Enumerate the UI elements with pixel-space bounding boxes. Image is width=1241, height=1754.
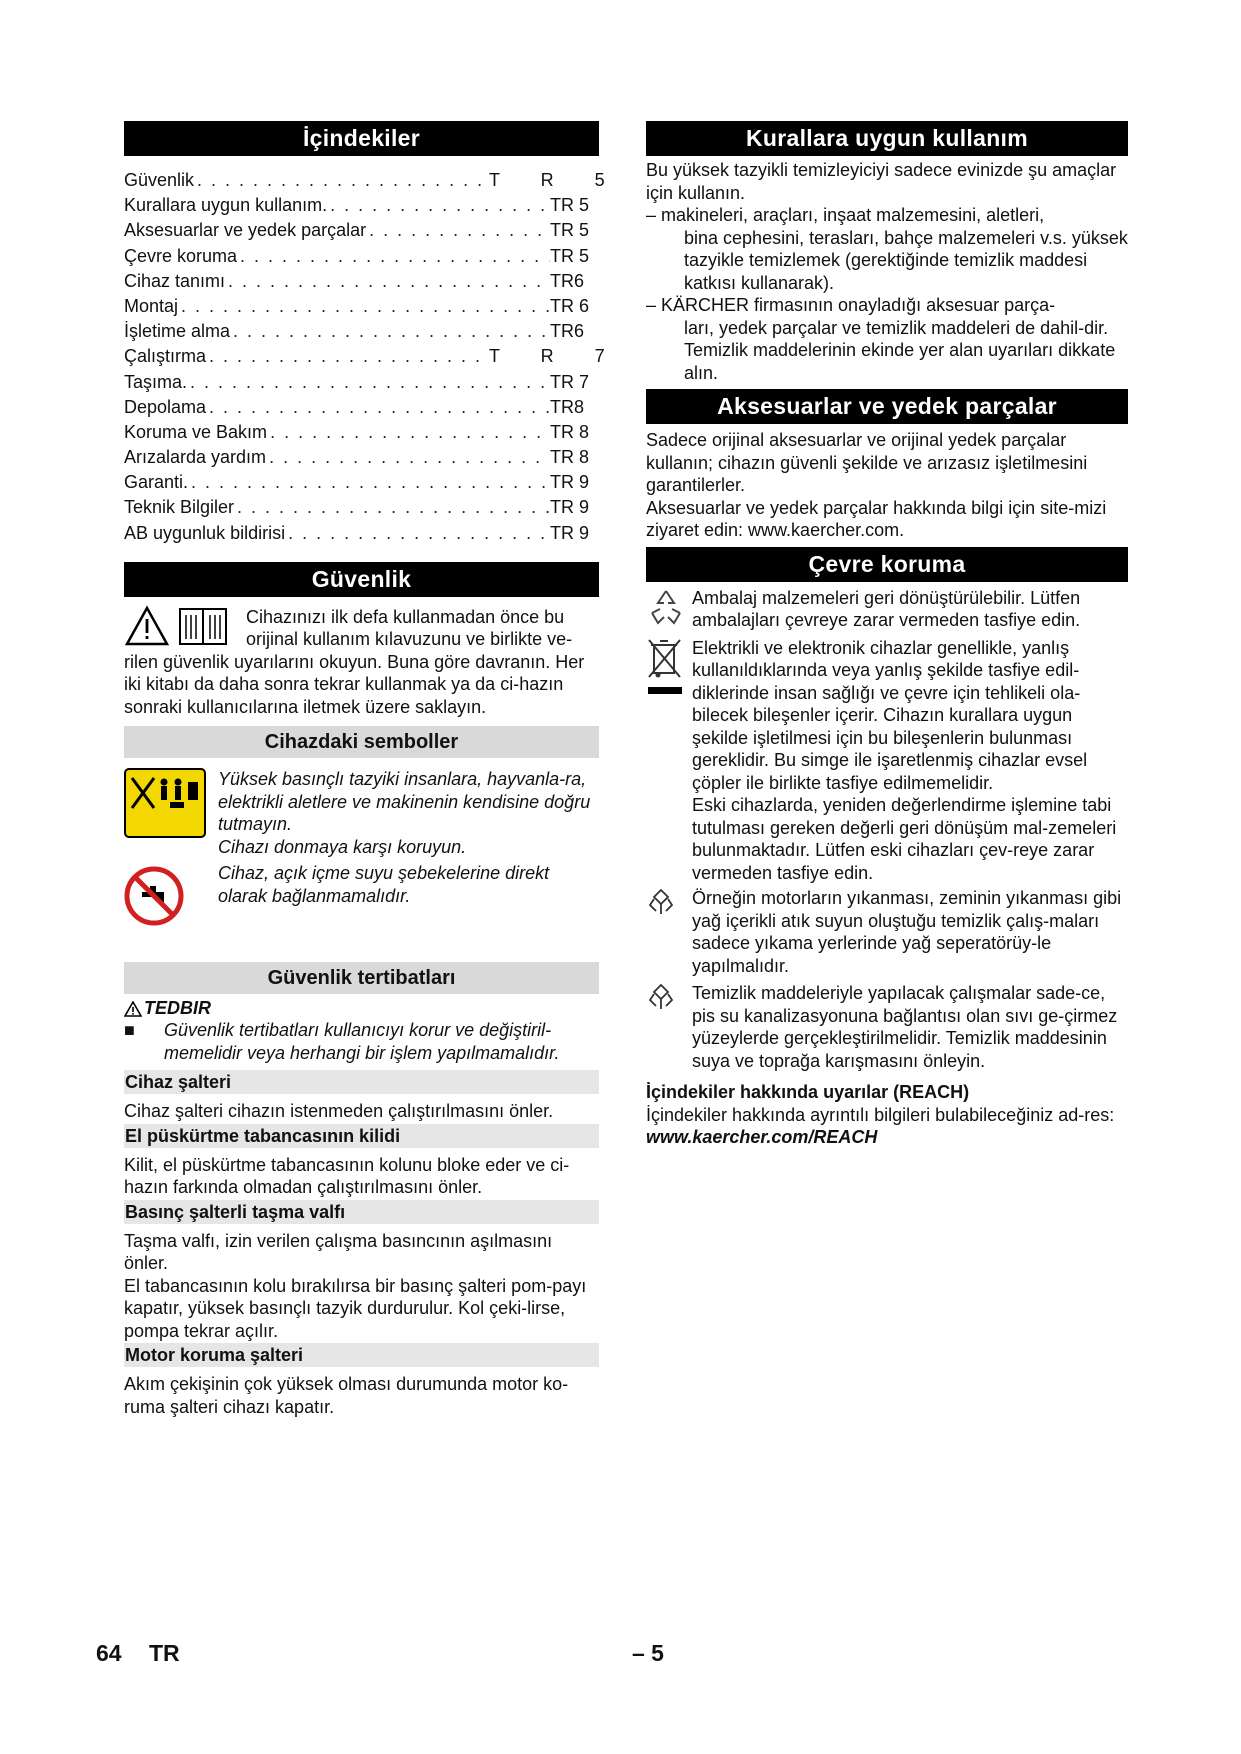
bullet-square-icon: ■	[124, 1020, 135, 1041]
toc-leader-dots	[178, 294, 550, 319]
device-switch-heading: Cihaz şalteri	[124, 1070, 599, 1094]
toc-entry[interactable]	[124, 294, 599, 319]
toc-heading: İçindekiler	[124, 121, 599, 156]
toc-leader-dots	[267, 420, 550, 445]
toc-leader-dots	[206, 344, 489, 369]
crossed-out-bin-icon	[646, 637, 692, 704]
toc-leader-dots	[234, 495, 550, 520]
proper-use-item-1-first: – makineleri, araçları, inşaat malzemesini, aletleri,	[646, 205, 1045, 225]
toc-leader-dots	[285, 521, 550, 546]
trigger-lock-text: Kilit, el püskürtme tabancasının kolunu bloke eder ve ci-hazın farkında olmadan çalıştırılmasını önler.	[124, 1154, 570, 1198]
recycle-text: Ambalaj malzemeleri geri dönüştürülebilir. Lütfen ambalajları çevreye zarar vermeden tasfiye edin.	[692, 587, 1081, 630]
toc-entry-label: Depolama	[124, 396, 207, 417]
toc-entry-page: T R 7	[489, 346, 623, 367]
device-switch-text: Cihaz şalteri cihazın istenmeden çalıştırılmasını önler.	[124, 1101, 554, 1122]
reach-link[interactable]: www.kaercher.com/REACH	[646, 1127, 878, 1147]
environment-heading: Çevre koruma	[646, 547, 1128, 582]
toc-entry-label: İşletime alma	[124, 321, 231, 342]
toc-entry[interactable]	[124, 168, 623, 193]
weee-text-2: Eski cihazlarda, yeniden değerlendirme işlemine tabi tutulması gereken değerli geri dönüşüm mal-zemeleri bulunmaktadır. Lütfen eski cihazları çev-reye zarar vermeden tasfiye edin.	[692, 795, 1117, 883]
toc-entry-label: Montaj	[124, 295, 179, 316]
toc-entry-page: TR 5	[550, 220, 590, 241]
caution-bullet	[124, 1019, 599, 1064]
overflow-valve-text-1: Taşma valfı, izin verilen çalışma basıncının aşılmasını önler.	[124, 1230, 553, 1274]
toc-entry[interactable]	[124, 269, 599, 294]
toc-entry-label: Çalıştırma	[124, 346, 207, 367]
symbol-frost-text: Cihazı donmaya karşı koruyun.	[218, 836, 467, 857]
toc-entry-page: TR 5	[550, 195, 590, 216]
toc-entry-page: TR 5	[550, 245, 590, 266]
symbol-drinking-water-text: Cihaz, açık içme suyu şebekelerine direkt olarak bağlanmamalıdır.	[218, 863, 550, 906]
cleaning-agents-text: Temizlik maddeleriyle yapılacak çalışmalar sade-ce, pis su kanalizasyonuna bağlantısı olan sıvı ge-çirmez yüzeylerde gerçekleştirilmelidir. Temizlik maddesinin suya ve toprağa karışmasını önleyin.	[692, 983, 1118, 1071]
trigger-lock-heading: El püskürtme tabancasının kilidi	[124, 1124, 599, 1148]
toc-entry-label: Arızalarda yardım	[124, 447, 267, 468]
proper-use-item-1	[646, 204, 1128, 294]
cleaning-agents-row	[646, 982, 1128, 1072]
accessories-text-1: Sadece orijinal aksesuarlar ve orijinal yedek parçalar kullanın; cihazın güvenli şekilde ve arızasız işletilmesini garantilerler.	[646, 430, 1088, 495]
toc-entry-label: Koruma ve Bakım	[124, 421, 268, 442]
symbol-drinking-water-row	[124, 862, 599, 926]
toc-entry-label: Garanti.	[124, 472, 189, 493]
overflow-valve-text-2: El tabancasının kolu bırakılırsa bir basınç şalteri pom-payı kapatır, yüksek basınçlı tazyik durdurulur. Kol çeki-lirse, pompa tekrar açılır.	[124, 1275, 587, 1341]
toc-entry[interactable]	[124, 521, 599, 546]
safety-heading: Güvenlik	[124, 562, 599, 597]
motor-protection-heading: Motor koruma şalteri	[124, 1343, 599, 1367]
proper-use-intro: Bu yüksek tazyikli temizleyiciyi sadece evinizde şu amaçlar için kullanın.	[646, 160, 1117, 203]
toc-leader-dots	[266, 445, 550, 470]
caution-bullet-text: Güvenlik tertibatları kullanıcıyı korur ve değiştiril-memelidir veya herhangi bir işlem yapılmamalıdır.	[164, 1020, 560, 1063]
toc-leader-dots	[206, 395, 550, 420]
proper-use-item-2-first: – KÄRCHER firmasının onayladığı aksesuar parça-	[646, 295, 1056, 315]
toc-entry[interactable]	[124, 244, 599, 269]
toc-entry-page: TR6	[550, 321, 585, 342]
toc-leader-dots	[188, 470, 550, 495]
safety-intro-first: Cihazınızı ilk defa kullanmadan önce bu orijinal kullanım kılavuzunu ve birlikte ve-	[246, 606, 573, 650]
toc-entry-label: Güvenlik	[124, 170, 195, 190]
toc-leader-dots	[366, 218, 550, 243]
reach-text: İçindekiler hakkında ayrıntılı bilgileri bulabileceğiniz ad-res:	[646, 1104, 1115, 1125]
footer-language: TR	[149, 1640, 180, 1666]
toc-leader-dots	[230, 319, 550, 344]
footer-page-number: 64	[96, 1640, 122, 1666]
accessories-heading: Aksesuarlar ve yedek parçalar	[646, 389, 1128, 424]
oil-wastewater-text: Örneğin motorların yıkanması, zeminin yıkanması gibi yağ içerikli atık suyun oluştuğu temizlik çalış-maları sadece yıkama yerlerinde yağ seperatörüy-le yapılmalıdır.	[692, 888, 1122, 976]
toc-leader-dots	[187, 370, 550, 395]
footer-section-page: – 5	[632, 1640, 664, 1666]
toc-entry-label: Çevre koruma	[124, 245, 238, 266]
toc-entry[interactable]	[124, 370, 599, 395]
caution-label-row	[124, 997, 599, 1019]
toc-entry-page: T R 5	[489, 170, 623, 190]
toc-entry[interactable]	[124, 470, 599, 495]
recycle-icon	[646, 587, 692, 631]
reach-heading: İçindekiler hakkında uyarılar (REACH)	[646, 1082, 970, 1102]
caution-warning-icon	[124, 1000, 142, 1016]
manual-book-icon	[178, 605, 230, 647]
toc-leader-dots	[327, 193, 550, 218]
toc-entry[interactable]	[124, 344, 623, 369]
toc-entry[interactable]	[124, 319, 599, 344]
recycle-row	[646, 587, 1128, 632]
toc-leader-dots	[237, 244, 550, 269]
toc-entry-page: TR6	[550, 270, 585, 291]
proper-use-item-2	[646, 294, 1128, 384]
weee-row	[646, 637, 1128, 885]
symbol-high-pressure-text: Yüksek basınçlı tazyiki insanlara, hayvanla-ra, elektrikli aletlere ve makinenin kendisine doğru tutmayın.	[218, 769, 591, 835]
toc-entry-label: Teknik Bilgiler	[124, 497, 235, 518]
symbol-frost-row	[124, 768, 599, 858]
toc-entry-label: Taşıma.	[124, 371, 188, 392]
right-column	[646, 121, 1128, 1149]
no-drinking-water-connection-icon	[124, 862, 206, 926]
toc-entry-page: TR 9	[550, 472, 590, 493]
toc-leader-dots	[225, 269, 550, 294]
environment-hint-icon	[646, 982, 692, 1017]
safety-intro-rest: rilen güvenlik uyarılarını okuyun. Buna göre davranın. Her iki kitabı da daha sonra tekrar kullanmak ya da ci-hazın sonraki kullanıcılarına iletmek üzere saklayın.	[124, 651, 585, 717]
proper-use-item-2-rest: ları, yedek parçalar ve temizlik maddeleri de dahil-dir. Temizlik maddelerinin ekinde yer alan uyarıları dikkate alın.	[684, 317, 1116, 383]
weee-text-1: Elektrikli ve elektronik cihazlar genellikle, yanlış kullanıldıklarında veya yanlış şekilde tasfiye edil-diklerinde insan sağlığı ve çevre için tehlikeli ola-bilecek bileşenler içerir. Cihazın kurallara uygun şekilde işletilmesi için bu bileşenlerin bulunması gereklidir. Bu simge ile işaretlenmiş cihazlar evsel çöpler ile birlikte tasfiye edilmemelidir.	[692, 637, 1088, 793]
toc-entry[interactable]	[124, 445, 599, 470]
table-of-contents	[124, 168, 623, 546]
toc-entry[interactable]	[124, 420, 599, 445]
safety-intro	[124, 605, 599, 719]
high-pressure-frost-warning-icon	[124, 768, 206, 838]
toc-entry[interactable]	[124, 495, 599, 520]
toc-entry-label: AB uygunluk bildirisi	[124, 522, 286, 543]
safety-devices-heading: Güvenlik tertibatları	[124, 962, 599, 994]
warning-triangle-icon	[124, 605, 172, 647]
toc-entry[interactable]	[124, 193, 599, 218]
toc-entry-page: TR 8	[550, 421, 590, 442]
accessories-text-2: Aksesuarlar ve yedek parçalar hakkında bilgi için site-mizi ziyaret edin: www.kaercher.com.	[646, 497, 1107, 540]
toc-entry-page: TR 6	[550, 295, 590, 316]
environment-hint-icon	[646, 887, 692, 922]
toc-entry[interactable]	[124, 395, 599, 420]
overflow-valve-heading: Basınç şalterli taşma valfı	[124, 1200, 599, 1224]
toc-entry-label: Cihaz tanımı	[124, 270, 226, 291]
toc-entry-label: Aksesuarlar ve yedek parçalar	[124, 220, 367, 241]
oil-wastewater-row	[646, 887, 1128, 977]
toc-leader-dots	[194, 168, 489, 193]
toc-entry-label: Kurallara uygun kullanım.	[124, 195, 328, 216]
toc-entry[interactable]	[124, 218, 599, 243]
left-column	[124, 121, 623, 1418]
toc-entry-page: TR 9	[550, 522, 590, 543]
symbols-heading: Cihazdaki semboller	[124, 726, 599, 758]
proper-use-heading: Kurallara uygun kullanım	[646, 121, 1128, 156]
proper-use-item-1-rest: bina cephesini, terasları, bahçe malzemeleri v.s. yüksek tazyikle temizlemek (gerektiğinde temizlik maddesi katkısı kullanarak).	[684, 227, 1128, 293]
caution-label: TEDBIR	[144, 998, 211, 1019]
toc-entry-page: TR 9	[550, 497, 590, 518]
toc-entry-page: TR 8	[550, 447, 590, 468]
toc-entry-page: TR8	[550, 396, 585, 417]
motor-protection-text: Akım çekişinin çok yüksek olması durumunda motor ko-ruma şalteri cihazı kapatır.	[124, 1374, 569, 1417]
toc-entry-page: TR 7	[550, 371, 590, 392]
